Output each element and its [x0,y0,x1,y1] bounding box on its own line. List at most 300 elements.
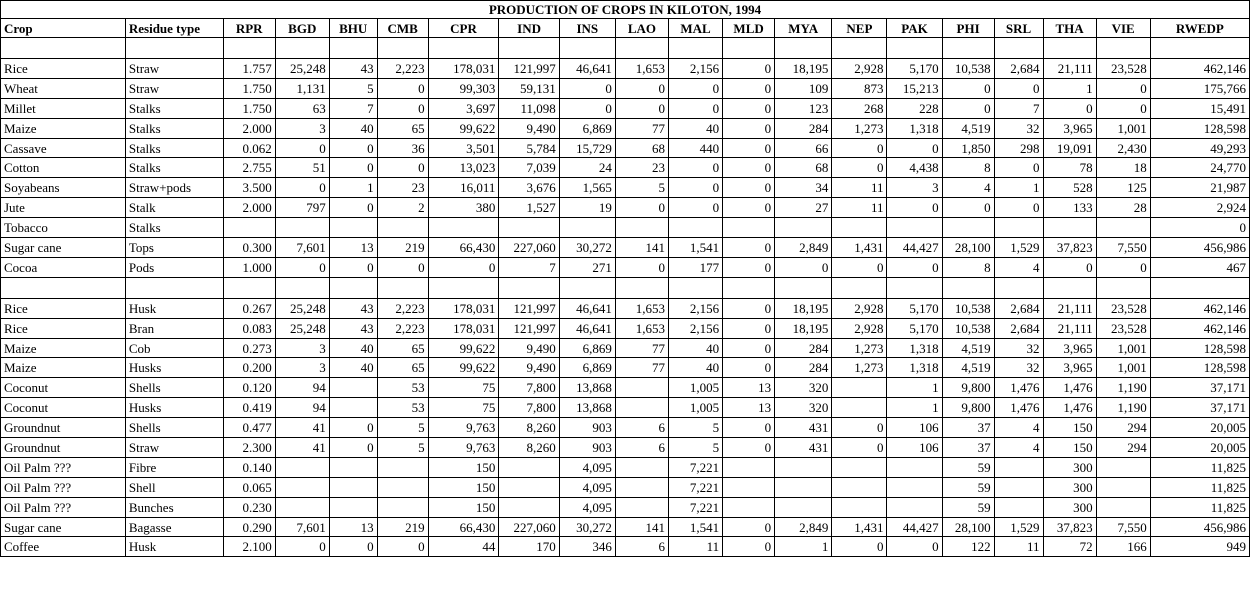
cell-srl: 1,529 [994,517,1043,537]
cell-tha: 37,823 [1043,238,1096,258]
column-header-bhu: BHU [329,19,377,38]
cell-residue-type: Fibre [125,457,223,477]
cell-rwedp: 0 [1150,218,1249,238]
cell-residue-type: Straw [125,438,223,458]
cell-bhu: 0 [329,158,377,178]
cell-rwedp: 456,986 [1150,517,1249,537]
cell-vie: 0 [1096,98,1150,118]
cell-mya: 66 [775,138,832,158]
cell-pak: 0 [887,198,942,218]
cell-tha: 1,476 [1043,398,1096,418]
cell-ind [499,477,559,497]
cell-rwedp: 949 [1150,537,1249,557]
cell-crop: Oil Palm ??? [1,497,126,517]
cell-crop: Cassave [1,138,126,158]
cell-srl: 32 [994,338,1043,358]
column-header-crop: Crop [1,19,126,38]
empty-cell [1,277,126,298]
cell-residue-type: Bunches [125,497,223,517]
cell-residue-type: Bran [125,318,223,338]
cell-mya: 284 [775,338,832,358]
cell-rpr: 0.477 [223,418,275,438]
empty-cell [942,277,994,298]
cell-ind [499,457,559,477]
cell-rpr: 0.065 [223,477,275,497]
cell-mal: 2,156 [668,318,722,338]
cell-rpr: 2.755 [223,158,275,178]
cell-cpr: 44 [428,537,499,557]
cell-nep: 0 [832,418,887,438]
cell-cpr: 150 [428,497,499,517]
empty-cell [668,38,722,59]
cell-cmb [377,477,428,497]
cell-ins: 4,095 [559,477,615,497]
cell-rpr: 2.300 [223,438,275,458]
cell-rpr: 1.757 [223,59,275,79]
cell-vie: 166 [1096,537,1150,557]
cell-bhu: 7 [329,98,377,118]
table-row [1,78,1250,98]
cell-mld: 0 [723,238,775,258]
cell-bgd: 51 [275,158,329,178]
cell-nep: 2,928 [832,318,887,338]
cell-cmb: 53 [377,378,428,398]
cell-tha: 300 [1043,457,1096,477]
cell-vie: 1,001 [1096,118,1150,138]
cell-nep: 1,273 [832,338,887,358]
cell-bhu: 43 [329,298,377,318]
empty-cell [942,38,994,59]
cell-phi: 0 [942,78,994,98]
cell-crop: Jute [1,198,126,218]
empty-cell [329,277,377,298]
cell-bhu: 40 [329,358,377,378]
cell-tha: 21,111 [1043,298,1096,318]
cell-tha: 300 [1043,477,1096,497]
cell-bgd [275,218,329,238]
cell-ind: 7 [499,257,559,277]
cell-bgd: 1,131 [275,78,329,98]
cell-rwedp: 37,171 [1150,398,1249,418]
cell-mal: 440 [668,138,722,158]
cell-mld: 0 [723,298,775,318]
cell-bgd [275,497,329,517]
cell-bhu: 0 [329,198,377,218]
cell-crop: Sugar cane [1,238,126,258]
cell-crop: Coconut [1,398,126,418]
cell-lao: 0 [615,257,668,277]
cell-vie [1096,457,1150,477]
cell-bhu: 13 [329,238,377,258]
cell-srl: 0 [994,198,1043,218]
cell-rwedp: 128,598 [1150,358,1249,378]
cell-nep: 1,273 [832,358,887,378]
cell-pak: 1,318 [887,358,942,378]
table-row [1,517,1250,537]
empty-cell [615,277,668,298]
cell-rpr: 0.120 [223,378,275,398]
table-row [1,398,1250,418]
cell-rwedp: 467 [1150,257,1249,277]
cell-residue-type: Straw [125,59,223,79]
cell-nep: 0 [832,158,887,178]
cell-mal: 5 [668,438,722,458]
cell-pak: 4,438 [887,158,942,178]
cell-ins: 46,641 [559,318,615,338]
cell-srl [994,457,1043,477]
cell-mya: 34 [775,178,832,198]
cell-nep [832,218,887,238]
cell-ind: 7,800 [499,378,559,398]
cell-phi: 10,538 [942,298,994,318]
cell-ind: 121,997 [499,59,559,79]
empty-cell [275,277,329,298]
cell-mld: 0 [723,418,775,438]
cell-crop: Rice [1,59,126,79]
cell-cmb: 2,223 [377,59,428,79]
cell-bhu [329,378,377,398]
cell-vie: 1,190 [1096,378,1150,398]
cell-crop: Rice [1,318,126,338]
cell-mld: 0 [723,358,775,378]
cell-mld: 0 [723,78,775,98]
cell-cmb: 5 [377,418,428,438]
cell-cpr: 150 [428,477,499,497]
cell-cpr: 75 [428,378,499,398]
cell-mal: 0 [668,98,722,118]
cell-cmb [377,218,428,238]
cell-ind: 7,039 [499,158,559,178]
cell-vie [1096,477,1150,497]
cell-cmb: 65 [377,338,428,358]
cell-vie: 294 [1096,438,1150,458]
cell-bhu: 0 [329,537,377,557]
cell-cpr: 99,303 [428,78,499,98]
cell-tha: 3,965 [1043,118,1096,138]
cell-mld: 0 [723,537,775,557]
cell-srl: 1,476 [994,398,1043,418]
empty-cell [775,38,832,59]
cell-mld: 0 [723,318,775,338]
cell-ind: 9,490 [499,118,559,138]
cell-mal: 2,156 [668,59,722,79]
empty-cell [994,38,1043,59]
cell-ins: 4,095 [559,497,615,517]
empty-cell [223,277,275,298]
cell-vie: 7,550 [1096,517,1150,537]
cell-mya: 123 [775,98,832,118]
cell-bhu: 0 [329,418,377,438]
cell-ins: 30,272 [559,517,615,537]
cell-ins [559,218,615,238]
cell-srl [994,477,1043,497]
cell-lao [615,497,668,517]
column-header-ind: IND [499,19,559,38]
cell-bhu: 13 [329,517,377,537]
cell-cpr: 178,031 [428,318,499,338]
cell-mld: 0 [723,158,775,178]
cell-residue-type: Shells [125,418,223,438]
cell-mal [668,218,722,238]
cell-lao: 68 [615,138,668,158]
table-row [1,537,1250,557]
table-row [1,298,1250,318]
cell-srl: 2,684 [994,59,1043,79]
empty-cell [1043,277,1096,298]
cell-cpr: 75 [428,398,499,418]
cell-tha: 37,823 [1043,517,1096,537]
cell-vie: 23,528 [1096,298,1150,318]
cell-tha [1043,218,1096,238]
cell-residue-type: Stalks [125,118,223,138]
cell-ins: 46,641 [559,298,615,318]
cell-mal: 1,541 [668,238,722,258]
cell-pak: 106 [887,438,942,458]
empty-cell [428,277,499,298]
cell-bgd: 0 [275,178,329,198]
cell-residue-type: Stalks [125,138,223,158]
empty-cell [668,277,722,298]
cell-mya: 431 [775,418,832,438]
cell-ind: 9,490 [499,358,559,378]
cell-srl [994,218,1043,238]
cell-cmb: 2 [377,198,428,218]
column-header-bgd: BGD [275,19,329,38]
cell-crop: Groundnut [1,418,126,438]
cell-bhu: 0 [329,257,377,277]
cell-residue-type: Husks [125,398,223,418]
cell-nep [832,457,887,477]
cell-residue-type: Stalk [125,198,223,218]
cell-pak: 1,318 [887,338,942,358]
cell-pak: 0 [887,537,942,557]
cell-nep: 0 [832,257,887,277]
empty-cell [1,38,126,59]
column-header-mld: MLD [723,19,775,38]
cell-lao: 141 [615,238,668,258]
cell-bgd: 797 [275,198,329,218]
cell-ins: 903 [559,418,615,438]
cell-vie: 28 [1096,198,1150,218]
cell-crop: Groundnut [1,438,126,458]
cell-rpr: 0.273 [223,338,275,358]
cell-srl: 2,684 [994,298,1043,318]
cell-pak [887,457,942,477]
cell-phi: 4,519 [942,118,994,138]
cell-bhu: 43 [329,59,377,79]
empty-cell [559,38,615,59]
empty-cell [559,277,615,298]
cell-tha: 3,965 [1043,338,1096,358]
cell-rwedp: 49,293 [1150,138,1249,158]
cell-mal: 0 [668,198,722,218]
cell-phi: 59 [942,457,994,477]
cell-rpr: 0.062 [223,138,275,158]
cell-vie: 1,001 [1096,358,1150,378]
cell-pak: 0 [887,138,942,158]
cell-lao: 0 [615,78,668,98]
cell-ins: 6,869 [559,118,615,138]
cell-cpr: 3,501 [428,138,499,158]
cell-residue-type: Husks [125,358,223,378]
empty-cell [723,38,775,59]
cell-lao: 1,653 [615,318,668,338]
cell-ins: 4,095 [559,457,615,477]
cell-lao: 6 [615,418,668,438]
cell-srl: 1 [994,178,1043,198]
cell-mya: 2,849 [775,517,832,537]
cell-lao: 1,653 [615,59,668,79]
cell-srl: 2,684 [994,318,1043,338]
cell-srl: 298 [994,138,1043,158]
cell-lao: 77 [615,118,668,138]
cell-ins: 19 [559,198,615,218]
cell-vie: 0 [1096,257,1150,277]
cell-rpr: 1.750 [223,98,275,118]
cell-bhu [329,477,377,497]
cell-mya [775,218,832,238]
cell-cpr: 16,011 [428,178,499,198]
cell-crop: Millet [1,98,126,118]
cell-bhu: 1 [329,178,377,198]
cell-nep [832,477,887,497]
cell-residue-type: Stalks [125,218,223,238]
cell-phi: 1,850 [942,138,994,158]
cell-rpr: 0.140 [223,457,275,477]
cell-nep: 11 [832,178,887,198]
cell-srl: 0 [994,158,1043,178]
cell-mal: 40 [668,118,722,138]
cell-nep [832,398,887,418]
cell-rpr: 0.419 [223,398,275,418]
column-header-mal: MAL [668,19,722,38]
cell-bgd [275,477,329,497]
cell-vie [1096,497,1150,517]
cell-phi: 10,538 [942,59,994,79]
cell-rwedp: 128,598 [1150,118,1249,138]
cell-cmb: 65 [377,358,428,378]
cell-nep [832,497,887,517]
cell-mya: 431 [775,438,832,458]
cell-phi: 28,100 [942,238,994,258]
cell-cpr: 99,622 [428,338,499,358]
cell-nep: 1,431 [832,517,887,537]
cell-nep: 0 [832,537,887,557]
cell-crop: Coffee [1,537,126,557]
cell-tha: 150 [1043,438,1096,458]
cell-nep: 1,273 [832,118,887,138]
cell-tha: 21,111 [1043,318,1096,338]
empty-cell [275,38,329,59]
cell-rpr: 0.290 [223,517,275,537]
cell-ins: 0 [559,98,615,118]
cell-cmb: 36 [377,138,428,158]
cell-tha: 150 [1043,418,1096,438]
empty-cell [832,277,887,298]
cell-mya [775,457,832,477]
empty-cell [377,277,428,298]
cell-mya: 68 [775,158,832,178]
empty-cell [377,38,428,59]
cell-nep [832,378,887,398]
cell-cpr: 3,697 [428,98,499,118]
cell-lao [615,457,668,477]
cell-crop: Maize [1,358,126,378]
cell-phi: 9,800 [942,378,994,398]
cell-rpr: 0.267 [223,298,275,318]
cell-mal: 7,221 [668,497,722,517]
table-row [1,238,1250,258]
cell-residue-type: Husk [125,537,223,557]
cell-bhu: 40 [329,338,377,358]
cell-mal: 0 [668,178,722,198]
cell-mld [723,497,775,517]
cell-cmb: 219 [377,517,428,537]
cell-mya: 0 [775,257,832,277]
cell-bhu: 43 [329,318,377,338]
cell-ind: 59,131 [499,78,559,98]
table-row [1,497,1250,517]
cell-pak [887,477,942,497]
cell-tha: 3,965 [1043,358,1096,378]
cell-srl: 7 [994,98,1043,118]
cell-mld: 0 [723,59,775,79]
cell-bgd: 94 [275,398,329,418]
cell-phi: 59 [942,497,994,517]
cell-rwedp: 128,598 [1150,338,1249,358]
cell-residue-type: Shells [125,378,223,398]
cell-rwedp: 462,146 [1150,298,1249,318]
cell-lao: 0 [615,198,668,218]
cell-nep: 0 [832,138,887,158]
cell-vie: 7,550 [1096,238,1150,258]
cell-cmb: 0 [377,98,428,118]
cell-rwedp: 15,491 [1150,98,1249,118]
cell-pak [887,218,942,238]
cell-cmb: 0 [377,158,428,178]
cell-bhu [329,398,377,418]
cell-ins: 6,869 [559,358,615,378]
cell-srl: 4 [994,257,1043,277]
cell-phi: 4,519 [942,338,994,358]
cell-ins: 24 [559,158,615,178]
table-title: PRODUCTION OF CROPS IN KILOTON, 1994 [1,1,1250,19]
cell-ind: 1,527 [499,198,559,218]
cell-lao: 5 [615,178,668,198]
cell-cmb [377,457,428,477]
cell-tha: 1,476 [1043,378,1096,398]
cell-cpr: 9,763 [428,418,499,438]
cell-crop: Oil Palm ??? [1,457,126,477]
cell-mal: 40 [668,358,722,378]
cell-cmb: 53 [377,398,428,418]
cell-rwedp: 20,005 [1150,418,1249,438]
cell-crop: Cocoa [1,257,126,277]
cell-phi: 10,538 [942,318,994,338]
cell-bgd: 0 [275,257,329,277]
cell-nep: 0 [832,438,887,458]
cell-nep: 873 [832,78,887,98]
table-row [1,118,1250,138]
cell-tha: 1 [1043,78,1096,98]
cell-vie: 1,001 [1096,338,1150,358]
cell-ind: 227,060 [499,238,559,258]
cell-bgd: 3 [275,358,329,378]
cell-srl: 4 [994,438,1043,458]
column-header-cpr: CPR [428,19,499,38]
cell-pak: 106 [887,418,942,438]
cell-cpr: 66,430 [428,238,499,258]
